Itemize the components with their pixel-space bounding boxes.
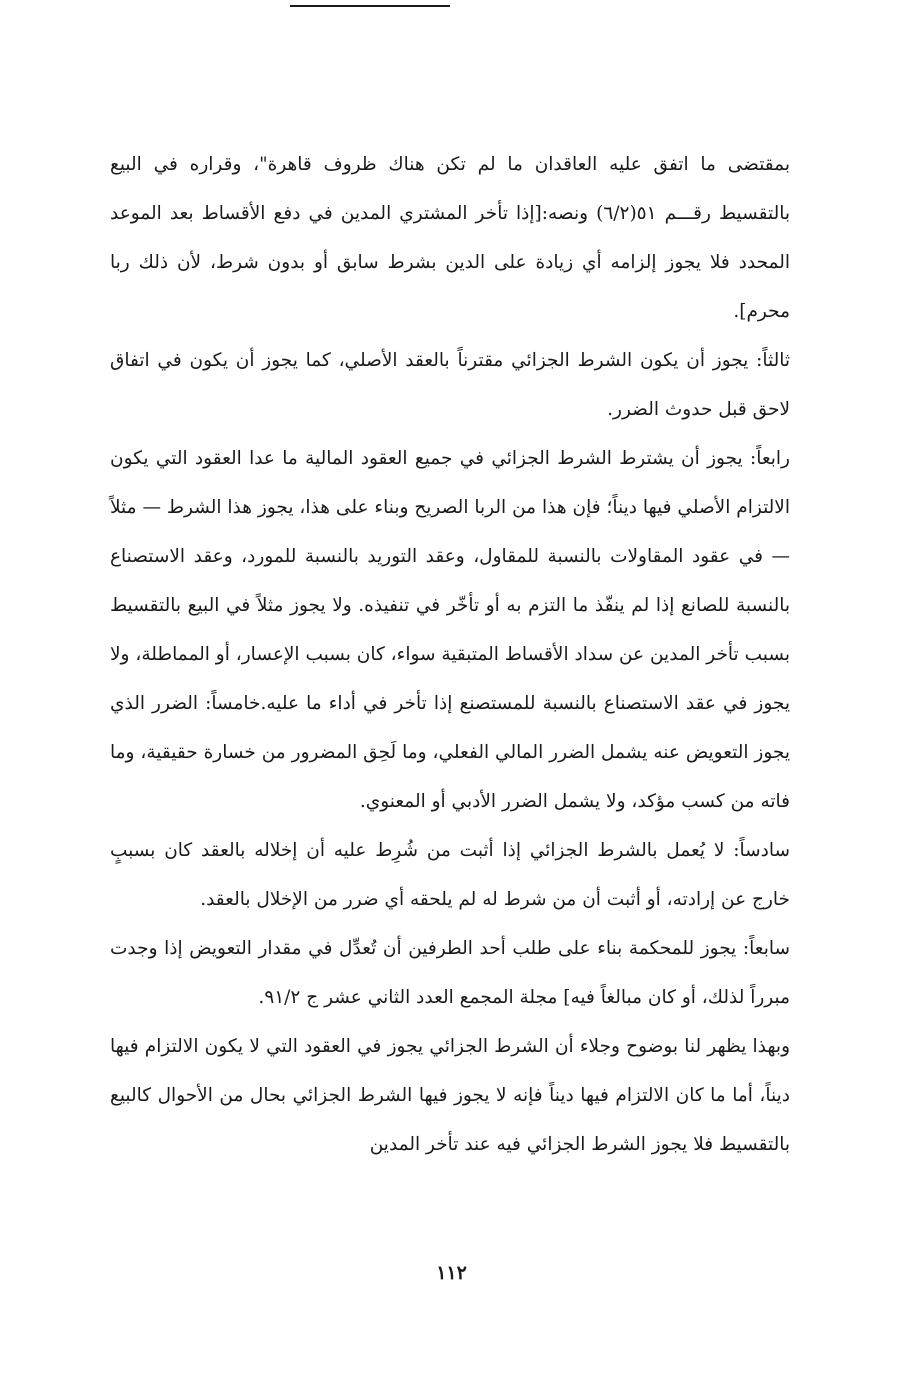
page-body	[110, 140, 790, 1169]
header-rule	[290, 5, 450, 7]
page-number: ١١٢	[436, 1262, 467, 1284]
paragraph-fourth-fifth: رابعاً: يجوز أن يشترط الشرط الجزائي في جميع العقود المالية ما عدا العقود التي يكون الالتزام الأصلي فيها ديناً؛ فإن هذا من الربا الصريح وبناء على هذا، يجوز هذا الشرط — مثلاً — في عقود المقاولات بالنسبة للمقاول، وعقد التوريد بالنسبة للمورد، وعقد الاستصناع بالنسبة للصانع إذا لم ينفّذ ما التزم به أو تأخّر في تنفيذه. ولا يجوز مثلاً في البيع بالتقسيط بسبب تأخر المدين عن سداد الأقساط المتبقية سواء، كان بسبب الإعسار، أو المماطلة، ولا يجوز في عقد الاستصناع بالنسبة للمستصنع إذا تأخر في أداء ما عليه.خامساً: الضرر الذي يجوز التعويض عنه يشمل الضرر المالي الفعلي، وما لَحِق المضرور من خسارة حقيقية، وما فاته من كسب مؤكد، ولا يشمل الضرر الأدبي أو المعنوي.	[110, 448, 790, 812]
paragraph-conclusion: وبهذا يظهر لنا بوضوح وجلاء أن الشرط الجزائي يجوز في العقود التي لا يكون الالتزام فيها ديناً، أما ما كان الالتزام فيها ديناً فإنه لا يجوز فيها الشرط الجزائي بحال من الأحوال كالبيع بالتقسيط فلا يجوز الشرط الجزائي فيه عند تأخر المدين	[110, 1036, 790, 1155]
paragraph-continuation: بمقتضى ما اتفق عليه العاقدان ما لم تكن هناك ظروف قاهرة"، وقراره في البيع بالتقسيط رقـــم ٥١(٦/٢) ونصه:[إذا تأخر المشتري المدين في دفع الأقساط بعد الموعد المحدد فلا يجوز إلزامه أي زيادة على الدين بشرط سابق أو بدون شرط، لأن ذلك ربا محرم].	[110, 154, 790, 322]
paragraph-sixth: سادساً: لا يُعمل بالشرط الجزائي إذا أثبت من شُرِط عليه أن إخلاله بالعقد كان بسببٍ خارج عن إرادته، أو أثبت أن من شرط له لم يلحقه أي ضرر من الإخلال بالعقد.	[110, 840, 790, 910]
paragraph-seventh: سابعاً: يجوز للمحكمة بناء على طلب أحد الطرفين أن تُعدِّل في مقدار التعويض إذا وجدت مبرراً لذلك، أو كان مبالغاً فيه] مجلة المجمع العدد الثاني عشر ج ٩١/٢.	[110, 938, 790, 1008]
paragraph-third: ثالثاً: يجوز أن يكون الشرط الجزائي مقترناً بالعقد الأصلي، كما يجوز أن يكون في اتفاق لاحق قبل حدوث الضرر.	[110, 350, 790, 420]
